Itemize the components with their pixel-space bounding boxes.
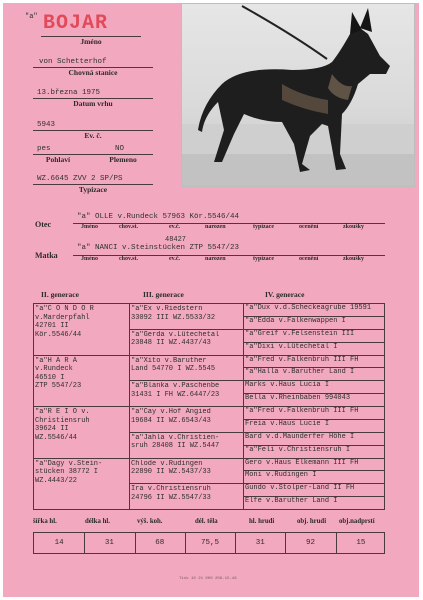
cell-line: "a"Fred v.Falkenbruh III FH — [245, 355, 359, 364]
measure-value: 68 — [155, 539, 165, 547]
cell-line: v.Rundeck — [35, 365, 73, 374]
gen2-ancestor — [35, 408, 127, 442]
cell-line: Christiensruh — [35, 416, 90, 425]
measurement-values — [33, 532, 385, 554]
kennel-value: von Schetterhof — [39, 58, 107, 66]
cell-line: Bard v.d.Maunderfer Höhe I — [245, 432, 355, 441]
matka-value: "a" NANCI v.Steinstücken ZTP 5547/23 — [77, 244, 240, 252]
cell-line: "a"R E I O v. — [35, 408, 90, 416]
gen4-ancestor — [245, 407, 383, 416]
measure-divider — [185, 533, 186, 553]
parent-col-header: typizace — [253, 224, 274, 230]
name-label: Jméno — [80, 37, 102, 46]
parent-col-header: ocenění — [299, 224, 319, 230]
type-label: Typizace — [78, 185, 108, 194]
parent-col-header: narozen — [205, 224, 226, 230]
gen3-ancestor — [131, 357, 241, 374]
station-label: Chovná stanice — [68, 68, 118, 77]
otec-label: Otec — [35, 220, 51, 229]
cell-line: v.Marderpfahl — [35, 313, 90, 322]
reg-value: 5943 — [37, 121, 56, 129]
measurement-headers — [33, 518, 385, 528]
parent-col-header: typizace — [253, 256, 274, 262]
parent-col-header: chov.st. — [119, 224, 139, 230]
gen3-ancestor — [131, 331, 241, 348]
cell-line: 19684 II WZ.6543/43 — [131, 416, 211, 425]
gen3-ancestor — [131, 485, 241, 502]
measure-divider — [336, 533, 337, 553]
parent-col-header: chov.st. — [119, 256, 139, 262]
parent-col-header: Jméno — [81, 256, 98, 262]
measure-header: hl. hrudi — [249, 518, 275, 525]
gen4-ancestor — [245, 330, 383, 339]
cell-line: "a"Ex v.Riedstern — [131, 305, 203, 313]
cell-line: 46510 I — [35, 373, 65, 382]
cell-line: "a"Dagy v.Stein- — [35, 459, 103, 468]
cell-line: "a"Feli v.Christiensruh I — [245, 445, 351, 454]
gen4-ancestor — [245, 381, 383, 390]
breed-value: NO — [115, 145, 125, 153]
gen4-ancestor — [245, 446, 383, 455]
measure-header: dél. těla — [195, 518, 218, 525]
pedigree-card — [3, 3, 419, 597]
cell-line: "a"H A R A — [35, 356, 78, 365]
measure-divider — [135, 533, 136, 553]
cell-line: "a"Edda v.Falkenwappen I — [245, 316, 346, 325]
measure-value: 75,5 — [200, 539, 219, 547]
gen4-heading: IV. generace — [265, 290, 305, 299]
sex-value: pes — [37, 145, 51, 153]
gen4-ancestor — [245, 484, 383, 493]
cell-line: stücken 38772 I — [35, 468, 99, 477]
dog-name: BOJAR — [43, 12, 109, 35]
cell-line: "a"Blanka v.Paschenbe — [131, 382, 220, 391]
cell-line: "a"Halla v.Baruther Land I — [245, 368, 355, 377]
gen4-ancestor — [245, 471, 383, 480]
cell-line: "a"Xito v.Baruther — [131, 356, 207, 365]
parent-col-header: narozen — [205, 256, 226, 262]
gen4-ancestor — [245, 420, 383, 429]
dog-photo — [181, 3, 415, 187]
cell-line: Land 54770 I WZ.5545 — [131, 365, 216, 374]
gen4-ancestor — [245, 304, 383, 313]
cell-line: sruh 28408 II WZ.5447 — [131, 442, 220, 451]
gen2-heading: II. generace — [41, 290, 79, 299]
gen4-ancestor — [245, 433, 383, 442]
gen3-ancestor — [131, 305, 241, 322]
otec-columns — [73, 224, 385, 234]
sex-field-label: Pohlaví — [45, 155, 71, 164]
birthdate-value: 13.března 1975 — [37, 89, 101, 97]
cell-line: 33092 III WZ.5533/32 — [131, 313, 216, 322]
gen4-ancestor — [245, 368, 383, 377]
measure-header: délka hl. — [85, 518, 110, 525]
gen2-ancestor — [35, 460, 127, 486]
cell-line: WZ.4443/22 — [35, 476, 78, 485]
cell-line: "a"Jahla v.Christien- — [131, 433, 220, 442]
cell-line: 31431 I FH WZ.6447/23 — [131, 390, 220, 399]
parent-col-header: Jméno — [81, 224, 98, 230]
cell-line: Ira v.Christiensruh — [131, 485, 211, 494]
cell-line: "a"Cay v.Hof Angied — [131, 408, 211, 416]
reg-label: Ev. č. — [84, 131, 102, 140]
cell-line: Elfe v.Baruther Land I — [245, 497, 338, 506]
gen4-ancestor — [245, 356, 383, 365]
grid-line — [33, 509, 385, 510]
cell-line: Gero v.Haus Elkemann III FH — [245, 458, 359, 467]
print-code: Tisk 10 21 000 206-15-46 — [179, 577, 237, 581]
cell-line: "a"Fred v.Falkenbruh III FH — [245, 407, 359, 415]
cell-line: Moni v.Rudingen I — [245, 471, 317, 480]
gen2-ancestor — [35, 357, 127, 391]
cell-line: WZ.5546/44 — [35, 433, 78, 442]
matka-extra: 48427 — [165, 236, 187, 244]
measure-header: výš. koh. — [137, 518, 163, 525]
cell-line: Kör.5546/44 — [35, 330, 82, 339]
gen4-ancestor — [245, 343, 383, 352]
measure-header: šířka hl. — [33, 518, 57, 525]
measure-value: 31 — [255, 539, 265, 547]
breed-label: Plemeno — [109, 155, 137, 164]
parent-col-header: ev.č. — [169, 256, 180, 262]
parent-col-header: ocenění — [299, 256, 319, 262]
gen2-ancestor — [35, 305, 127, 339]
measure-header: obj.nadprstí — [339, 518, 375, 525]
measure-divider — [285, 533, 286, 553]
gen3-ancestor — [131, 408, 241, 425]
gen4-ancestor — [245, 394, 383, 403]
measure-divider — [84, 533, 85, 553]
cell-line: 42701 II — [35, 322, 69, 331]
cell-line: 23848 II WZ.4437/43 — [131, 339, 211, 348]
measure-value: 31 — [104, 539, 114, 547]
parent-col-header: zkoušky — [343, 224, 365, 230]
cell-line: Marks v.Haus Lucia I — [245, 381, 330, 390]
measure-value: 15 — [356, 539, 366, 547]
quote-mark: "a" — [25, 13, 38, 21]
cell-line: ZTP 5547/23 — [35, 382, 82, 391]
measure-divider — [235, 533, 236, 553]
gen3-ancestor — [131, 434, 241, 451]
cell-line: "a"C O N D O R — [35, 305, 94, 313]
gen4-ancestor — [245, 317, 383, 326]
cell-line: Freia v.Haus Lucie I — [245, 419, 330, 428]
matka-columns — [73, 256, 385, 266]
pedigree-grid — [33, 303, 385, 509]
measure-value: 92 — [306, 539, 316, 547]
cell-line: 24796 II WZ.5547/33 — [131, 493, 211, 502]
cell-line: "a"Dux v.d.Scheckeagrube 19591 — [245, 304, 372, 312]
parent-col-header: ev.č. — [169, 224, 180, 230]
measure-header: obj. hrudi — [297, 518, 327, 525]
measure-value: 14 — [54, 539, 64, 547]
cell-line: Chlode v.Rudingen — [131, 459, 203, 468]
cell-line: 22890 II WZ.5437/33 — [131, 468, 211, 477]
cell-line: 39624 II — [35, 425, 69, 434]
cell-line: "a"Dixi v.Lütechetal I — [245, 342, 338, 351]
cell-line: "a"Greif v.Felsenstein III — [245, 329, 355, 338]
cell-line: Gundo v.Stolper-Land II FH — [245, 484, 355, 493]
type-value: WZ.6645 ZVV 2 SP/PS — [37, 175, 123, 183]
parent-col-header: zkoušky — [343, 256, 365, 262]
cell-line: "a"Gerda v.Lütechetal — [131, 330, 220, 339]
matka-label: Matka — [35, 251, 58, 260]
birthdate-label: Datum vrhu — [73, 99, 113, 108]
gen3-ancestor — [131, 460, 241, 477]
gen4-ancestor — [245, 459, 383, 468]
gen4-ancestor — [245, 497, 383, 506]
otec-value: "a" OLLE v.Rundeck 57963 Kör.5546/44 — [77, 213, 240, 221]
gen3-heading: III. generace — [143, 290, 184, 299]
gen3-ancestor — [131, 382, 241, 399]
cell-line: Bella v.Rheinbaben 994043 — [245, 394, 351, 403]
